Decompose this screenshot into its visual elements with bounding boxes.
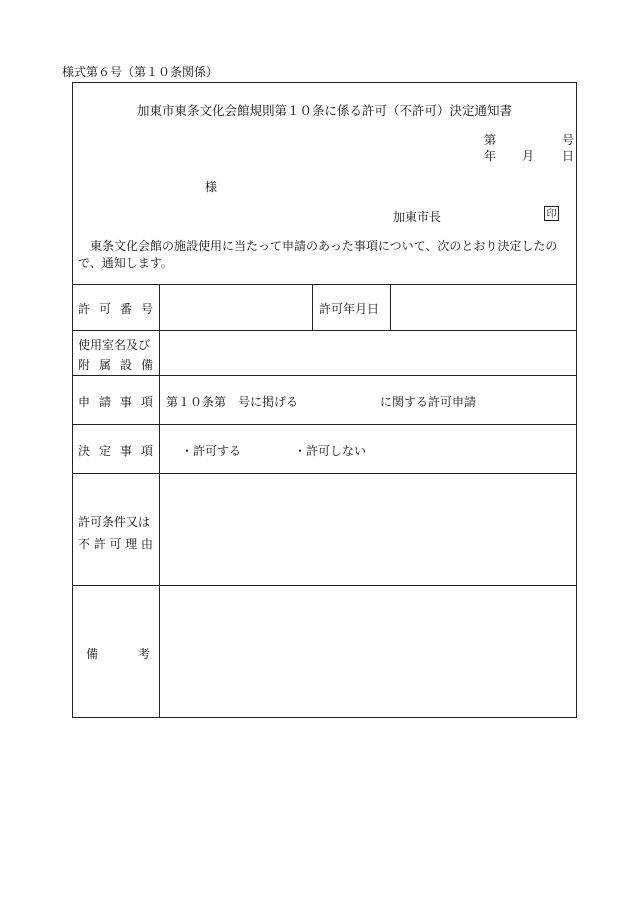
row-divider <box>72 330 577 331</box>
row-divider <box>72 375 577 376</box>
room-equipment-label-line2: 附 属 設 備 <box>78 358 153 372</box>
table-top-border <box>72 284 577 285</box>
decision-option-deny: ・許可しない <box>294 444 367 458</box>
row-divider <box>72 473 577 474</box>
addressee-suffix: 様 <box>205 180 218 194</box>
document-number-suffix: 号 <box>562 133 575 147</box>
permit-row-divider <box>390 284 391 330</box>
decision-option-grant: ・許可する <box>181 444 242 458</box>
date-day-label: 日 <box>562 149 575 163</box>
date-month-label: 月 <box>522 149 535 163</box>
label-column-divider <box>159 284 160 718</box>
permit-row-divider <box>312 284 313 330</box>
row-divider <box>72 585 577 586</box>
room-equipment-label-line1: 使用室名及び <box>78 338 151 352</box>
form-number-label: 様式第６号（第１０条関係） <box>62 65 219 79</box>
document-number-label: 第 <box>484 133 497 147</box>
application-items-suffix: に関する許可申請 <box>380 395 477 409</box>
date-year-label: 年 <box>484 149 497 163</box>
issuer-name: 加東市長 <box>393 210 442 224</box>
remarks-label: 備 考 <box>86 647 150 661</box>
notice-body-text: 東条文化会館の施設使用に当たって申請のあった事項について、次のとおり決定したので、通知します。 <box>78 239 558 270</box>
conditions-label-line1: 許可条件又は <box>78 515 151 529</box>
seal-mark: 印 <box>544 206 559 221</box>
row-divider <box>72 424 577 425</box>
document-title: 加東市東条文化会館規則第１０条に係る許可（不許可）決定通知書 <box>136 103 512 118</box>
application-items-prefix: 第１０条第 号に掲げる <box>166 395 299 409</box>
permit-number-label: 許 可 番 号 <box>78 302 153 316</box>
application-items-label: 申 請 事 項 <box>78 395 153 409</box>
permit-date-label: 許可年月日 <box>319 302 380 316</box>
conditions-label-line2: 不 許 可 理 由 <box>78 537 153 551</box>
decision-label: 決 定 事 項 <box>78 444 153 458</box>
